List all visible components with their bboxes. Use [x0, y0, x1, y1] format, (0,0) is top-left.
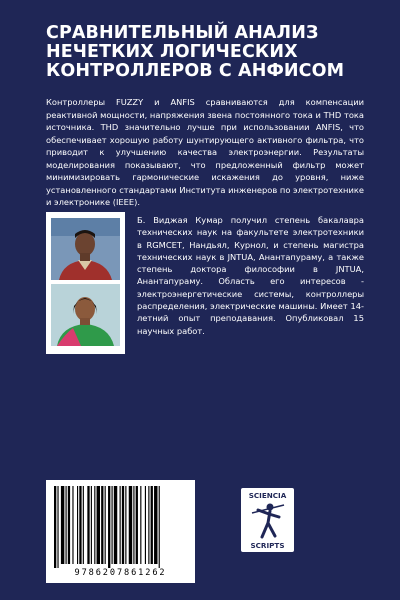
- barcode-bar: [125, 486, 126, 564]
- barcode-bar: [120, 486, 121, 564]
- isbn-barcode: [46, 480, 195, 583]
- book-abstract: Контроллеры FUZZY и ANFIS сравниваются для компенсации реактивной мощности, напряжения звена постоянного тока и THD тока источника. THD значительно лучше при использовании ANFIS, что обеспечивает хорошую работу шунтирующего активного фильтра, что приводит к улучшению качества электроэнергии. Результаты моделирования показывают, что предложенный фильтр может минимизировать гармонические искажения до уровня, ниже установленного стандартами Института инженеров по электротехнике и электронике (IEEE).: [46, 97, 364, 207]
- barcode-bar: [79, 486, 81, 564]
- barcode-bar: [154, 486, 157, 564]
- barcode-bar: [122, 486, 124, 564]
- author-photo-2: [51, 284, 120, 346]
- barcode-bar: [94, 486, 95, 564]
- barcode-bar: [54, 486, 56, 568]
- author-photo-1: [51, 218, 120, 280]
- publisher-logo: [241, 488, 294, 552]
- barcode-bar: [87, 486, 89, 564]
- barcode-bar: [129, 486, 132, 564]
- barcode-bar: [77, 486, 78, 564]
- barcode-bar: [151, 486, 153, 564]
- barcode-bar: [159, 486, 160, 568]
- publisher-logo-top-text: SCIENCIA: [248, 491, 287, 500]
- barcode-bar: [112, 486, 113, 564]
- barcode-bar: [145, 486, 146, 564]
- barcode-bar: [114, 486, 117, 564]
- title-line-3: КОНТРОЛЛЕРОВ С АНФИСОМ: [46, 61, 345, 81]
- title-line-2: НЕЧЕТКИХ ЛОГИЧЕСКИХ: [46, 42, 298, 62]
- author-photos-frame: [46, 212, 125, 354]
- barcode-bar: [97, 486, 100, 564]
- barcode-bar: [68, 486, 70, 564]
- book-title: [46, 24, 376, 81]
- publisher-logo-bottom-text: SCRIPTS: [250, 541, 285, 550]
- isbn-number: 9786207861262: [74, 568, 167, 578]
- barcode-bars: [46, 480, 195, 568]
- barcode-bar: [140, 486, 141, 564]
- barcode-bar: [72, 486, 73, 564]
- publisher-figure-icon: [248, 501, 287, 539]
- barcode-bar: [91, 486, 92, 564]
- barcode-bar: [101, 486, 103, 564]
- barcode-bar: [61, 486, 64, 564]
- barcode-bar: [133, 486, 134, 564]
- title-line-1: СРАВНИТЕЛЬНЫЙ АНАЛИЗ: [46, 23, 319, 43]
- barcode-bar: [66, 486, 67, 564]
- barcode-bar: [108, 486, 110, 568]
- barcode-bar: [83, 486, 84, 564]
- barcode-bar: [105, 486, 106, 564]
- barcode-bar: [148, 486, 149, 564]
- barcode-bar: [136, 486, 138, 564]
- author-bio: Б. Виджая Кумар получил степень бакалавра технических наук на факультете электротехники в RGMCET, Нандьял, Курнол, и степень магистра технических наук в JNTUA, Анантапураму, а также степень доктора философии в JNTUA, Анантапураму. Область его интересов - электроэнергетические системы, контроллеры распределения, электрические машины. Имеет 14-летний опыт преподавания. Опубликовал 15 научных работ.: [137, 215, 364, 336]
- barcode-bar: [57, 486, 58, 568]
